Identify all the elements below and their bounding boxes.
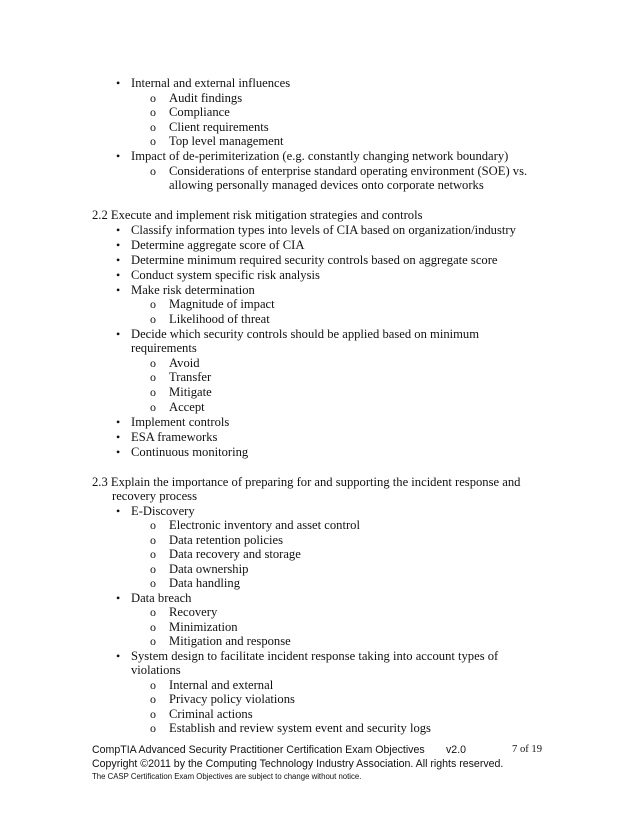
section-heading-2-2: 2.2 Execute and implement risk mitigation strategies and controls [92,208,423,222]
bullet-glyph: • [116,649,121,663]
sub-item: Data retention policies [169,533,284,547]
bullet-glyph: • [116,430,121,444]
sub-bullet-glyph: o [150,707,156,721]
bullet-item: Continuous monitoring [131,445,249,459]
sub-item: Accept [169,400,205,414]
sub-item: Mitigate [169,385,212,399]
bullet-item: Data breach [131,591,192,605]
bullet-glyph: • [116,253,121,267]
footer-title: CompTIA Advanced Security Practitioner Certification Exam Objectives [92,744,425,756]
sub-item: Mitigation and response [169,634,291,648]
sub-bullet-glyph: o [150,385,156,399]
sub-bullet-glyph: o [150,91,156,105]
footer-version: v2.0 [446,744,467,756]
bullet-glyph: • [116,268,121,282]
bullet-item: Impact of de-perimiterization (e.g. constantly changing network boundary) [131,149,509,163]
sub-item: Avoid [169,356,200,370]
sub-item: Establish and review system event and security logs [169,721,431,735]
bullet-item: E-Discovery [131,504,195,518]
sub-item: Data recovery and storage [169,547,301,561]
bullet-glyph: • [116,591,121,605]
bullet-item: System design to facilitate incident response taking into account types of [131,649,499,663]
sub-item: Likelihood of threat [169,312,270,326]
sub-bullet-glyph: o [150,400,156,414]
sub-item: Top level management [169,134,284,148]
sub-bullet-glyph: o [150,518,156,532]
sub-item: Transfer [169,370,212,384]
sub-bullet-glyph: o [150,134,156,148]
sub-item: Compliance [169,105,230,119]
sub-bullet-glyph: o [150,605,156,619]
section-heading-2-3: 2.3 Explain the importance of preparing for and supporting the incident response and [92,475,521,489]
sub-bullet-glyph: o [150,533,156,547]
sub-bullet-glyph: o [150,164,156,178]
sub-bullet-glyph: o [150,547,156,561]
sub-bullet-glyph: o [150,562,156,576]
sub-item: Audit findings [169,91,243,105]
bullet-glyph: • [116,283,121,297]
bullet-item: ESA frameworks [131,430,218,444]
bullet-item-continuation: violations [131,663,181,677]
sub-bullet-glyph: o [150,620,156,634]
footer-page-number: 7 of 19 [512,744,543,755]
bullet-item: Implement controls [131,415,230,429]
bullet-glyph: • [116,223,121,237]
bullet-item-continuation: requirements [131,341,197,355]
sub-item: Data handling [169,576,240,590]
sub-bullet-glyph: o [150,105,156,119]
sub-bullet-glyph: o [150,678,156,692]
sub-item: Client requirements [169,120,269,134]
sub-item: Recovery [169,605,218,619]
sub-bullet-glyph: o [150,312,156,326]
sub-item: Magnitude of impact [169,297,275,311]
sub-bullet-glyph: o [150,576,156,590]
footer-copyright: Copyright ©2011 by the Computing Technology Industry Association. All rights reserved. [92,758,504,770]
bullet-item: Conduct system specific risk analysis [131,268,320,282]
bullet-item: Internal and external influences [131,76,291,90]
sub-bullet-glyph: o [150,370,156,384]
bullet-item: Classify information types into levels of CIA based on organization/industry [131,223,516,237]
bullet-glyph: • [116,149,121,163]
sub-bullet-glyph: o [150,721,156,735]
sub-bullet-glyph: o [150,297,156,311]
sub-item: Data ownership [169,562,249,576]
bullet-item: Make risk determination [131,283,255,297]
bullet-glyph: • [116,445,121,459]
sub-bullet-glyph: o [150,356,156,370]
sub-item: Criminal actions [169,707,253,721]
sub-item: Privacy policy violations [169,692,295,706]
section-heading-continuation: recovery process [112,489,197,503]
sub-bullet-glyph: o [150,634,156,648]
sub-item: Considerations of enterprise standard operating environment (SOE) vs. [169,164,528,178]
bullet-glyph: • [116,327,121,341]
footer-notice: The CASP Certification Exam Objectives are subject to change without notice. [92,772,362,781]
sub-bullet-glyph: o [150,692,156,706]
bullet-item: Determine minimum required security controls based on aggregate score [131,253,498,267]
sub-item: Minimization [169,620,238,634]
bullet-item: Determine aggregate score of CIA [131,238,305,252]
sub-bullet-glyph: o [150,120,156,134]
sub-item-continuation: allowing personally managed devices onto corporate networks [169,178,484,192]
bullet-glyph: • [116,76,121,90]
sub-item: Electronic inventory and asset control [169,518,360,532]
bullet-glyph: • [116,504,121,518]
bullet-item: Decide which security controls should be applied based on minimum [131,327,480,341]
bullet-glyph: • [116,415,121,429]
sub-item: Internal and external [169,678,274,692]
bullet-glyph: • [116,238,121,252]
